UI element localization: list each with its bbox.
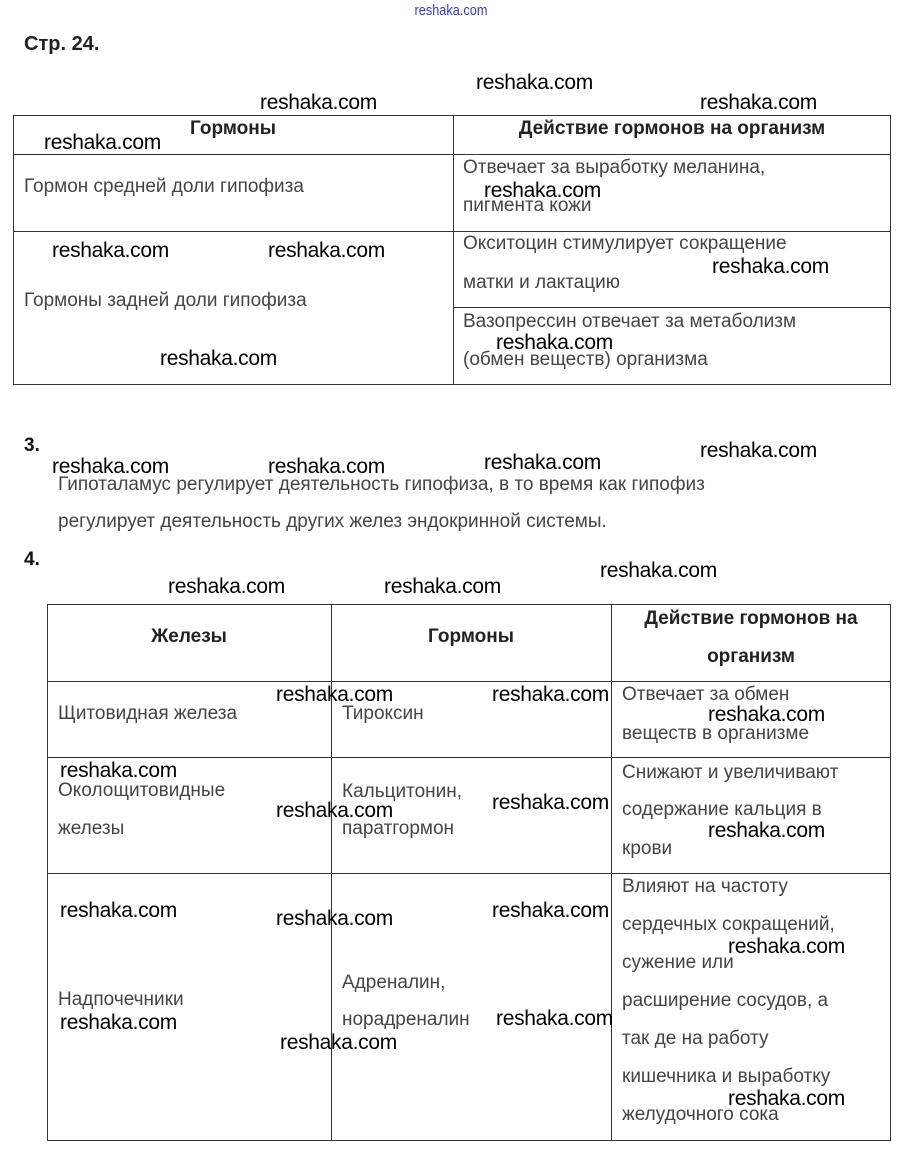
table-border xyxy=(453,307,891,308)
watermark: reshaka.com xyxy=(260,91,377,114)
table-cell: сужение или xyxy=(622,952,734,973)
watermark: reshaka.com xyxy=(492,791,609,814)
column-header: Гормоны xyxy=(190,118,276,139)
watermark: reshaka.com xyxy=(708,703,825,726)
watermark: reshaka.com xyxy=(728,1087,845,1110)
watermark: reshaka.com xyxy=(276,683,393,706)
watermark: reshaka.com xyxy=(708,819,825,842)
table-border xyxy=(611,604,612,1141)
watermark: reshaka.com xyxy=(476,71,593,94)
table-cell: Тироксин xyxy=(342,703,424,724)
table-cell: Гормон средней доли гипофиза xyxy=(24,176,304,197)
table-cell: Отвечает за обмен xyxy=(622,684,790,705)
watermark: reshaka.com xyxy=(276,799,393,822)
watermark: reshaka.com xyxy=(492,899,609,922)
table-border xyxy=(13,115,14,385)
table-border xyxy=(47,681,891,682)
watermark: reshaka.com xyxy=(712,255,829,278)
table-cell: сердечных сокращений, xyxy=(622,914,835,935)
table-border xyxy=(47,873,891,874)
table-cell: так де на работу xyxy=(622,1028,769,1049)
watermark: reshaka.com xyxy=(160,347,277,370)
watermark: reshaka.com xyxy=(60,759,177,782)
watermark: reshaka.com xyxy=(496,331,613,354)
answer-text: Гипоталамус регулирует деятельность гипофиза, в то время как гипофиз xyxy=(58,474,705,495)
watermark: reshaka.com xyxy=(44,131,161,154)
watermark: reshaka.com xyxy=(700,439,817,462)
table-cell: Влияют на частоту xyxy=(622,876,788,897)
watermark: reshaka.com xyxy=(484,451,601,474)
table-cell: кишечника и выработку xyxy=(622,1066,831,1087)
section-number: 3. xyxy=(24,435,40,456)
table-cell: пигмента кожи xyxy=(463,195,592,216)
watermark: reshaka.com xyxy=(728,935,845,958)
table-cell: веществ в организме xyxy=(622,723,810,744)
watermark: reshaka.com xyxy=(52,239,169,262)
section-number: 4. xyxy=(24,549,40,570)
column-header: организм xyxy=(707,646,795,667)
watermark: reshaka.com xyxy=(496,1007,613,1030)
table-border xyxy=(47,1140,891,1141)
table-cell: Снижают и увеличивают xyxy=(622,762,839,783)
table-border xyxy=(13,115,891,116)
table-border xyxy=(890,115,891,385)
watermark: reshaka.com xyxy=(276,907,393,930)
column-header: Действие гормонов на xyxy=(644,608,858,629)
watermark: reshaka.com xyxy=(384,575,501,598)
watermark: reshaka.com xyxy=(52,455,169,478)
watermark: reshaka.com xyxy=(268,455,385,478)
table-border xyxy=(47,604,891,605)
watermark: reshaka.com xyxy=(484,179,601,202)
table-border xyxy=(890,604,891,1141)
watermark: reshaka.com xyxy=(60,1011,177,1034)
watermark: reshaka.com xyxy=(600,559,717,582)
table-cell: (обмен веществ) организма xyxy=(463,349,708,370)
watermark: reshaka.com xyxy=(168,575,285,598)
table-cell: норадреналин xyxy=(342,1009,470,1030)
column-header: Действие гормонов на организм xyxy=(518,118,826,139)
table-cell: Кальцитонин, xyxy=(342,781,463,802)
table-border xyxy=(453,115,454,385)
table-cell: Отвечает за выработку меланина, xyxy=(463,157,766,178)
table-border xyxy=(47,757,891,758)
table-cell: Околощитовидные xyxy=(58,780,226,801)
table-cell: Вазопрессин отвечает за метаболизм xyxy=(463,311,797,332)
column-header: Железы xyxy=(151,626,227,647)
table-border xyxy=(13,384,891,385)
table-cell: содержание кальция в xyxy=(622,799,822,820)
watermark: reshaka.com xyxy=(60,899,177,922)
table-border xyxy=(47,604,48,1141)
table-cell: желудочного сока xyxy=(622,1104,779,1125)
table-cell: Гормоны задней доли гипофиза xyxy=(24,290,307,311)
watermark: reshaka.com xyxy=(700,91,817,114)
column-header: Гормоны xyxy=(428,626,514,647)
table-cell: Адреналин, xyxy=(342,972,446,993)
watermark: reshaka.com xyxy=(492,683,609,706)
table-cell: матки и лактацию xyxy=(463,272,620,293)
table-border xyxy=(13,231,891,232)
watermark-top[interactable]: reshaka.com xyxy=(414,2,488,19)
table-cell: расширение сосудов, а xyxy=(622,990,829,1011)
answer-text: регулирует деятельность других желез эндокринной системы. xyxy=(58,511,607,532)
watermark: reshaka.com xyxy=(280,1031,397,1054)
page-title: Стр. 24. xyxy=(24,33,100,55)
table-cell: железы xyxy=(58,818,125,839)
table-cell: Щитовидная железа xyxy=(58,703,238,724)
watermark: reshaka.com xyxy=(268,239,385,262)
table-cell: Надпочечники xyxy=(58,989,184,1010)
table-cell: Окситоцин стимулирует сокращение xyxy=(463,233,787,254)
table-cell: крови xyxy=(622,838,673,859)
table-cell: паратгормон xyxy=(342,818,455,839)
